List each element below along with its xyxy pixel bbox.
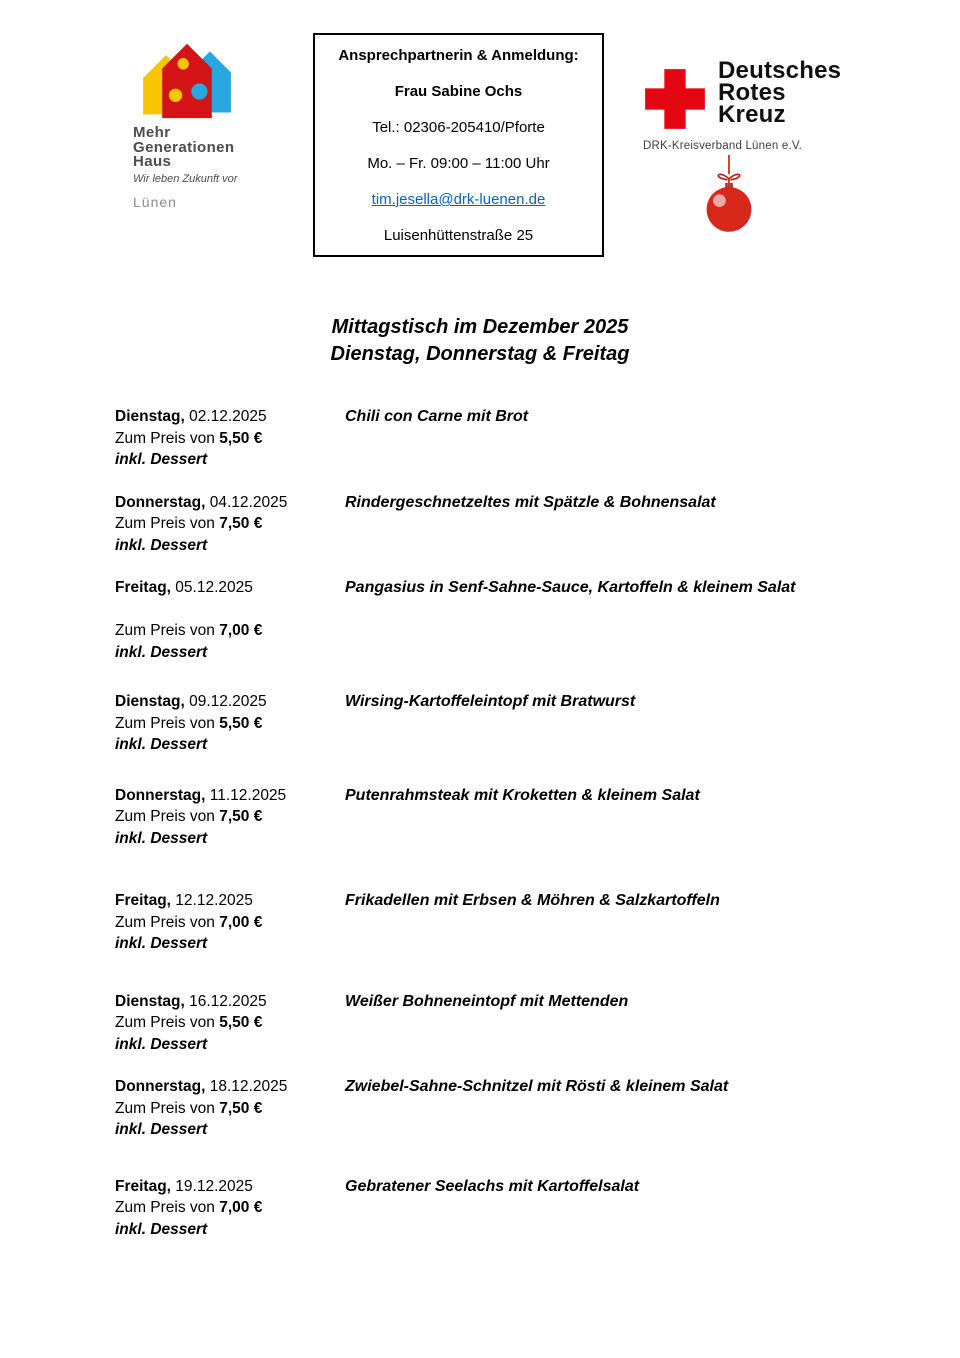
menu-entry-dish: Weißer Bohneneintopf mit Mettenden [345, 992, 629, 1010]
contact-address: Luisenhüttenstraße 25 [383, 227, 534, 244]
menu-entry-date: Donnerstag, 11.12.2025 [115, 786, 287, 804]
menu-entry [115, 691, 837, 756]
menu-entry-date: Donnerstag, 18.12.2025 [115, 1078, 288, 1095]
page-title-line2: Dienstag, Donnerstag & Freitag [330, 343, 630, 365]
menu-entry-dish: Rindergeschnetzeltes mit Spätzle & Bohnensalat [345, 493, 716, 511]
menu-entry-dish: Chili con Carne mit Brot [345, 408, 529, 425]
menu-entry-left [115, 991, 345, 1056]
menu-entry-dessert-note: inkl. Dessert [115, 935, 208, 952]
menu-entry-price: Zum Preis von 5,50 € [115, 1014, 263, 1031]
menu-entry-date: Dienstag, 02.12.2025 [115, 408, 267, 425]
menu-entry-dish: Gebratener Seelachs mit Kartoffelsalat [345, 1177, 640, 1195]
contact-name: Frau Sabine Ochs [394, 83, 523, 100]
menu-entry-price: Zum Preis von 7,50 € [115, 808, 263, 825]
menu-entry-dessert-note: inkl. Dessert [115, 1220, 208, 1238]
menu-entry-dessert-note: inkl. Dessert [115, 1035, 208, 1053]
contact-title: Ansprechpartnerin & Anmeldung: [338, 47, 579, 64]
menu-entry-date: Donnerstag, 04.12.2025 [115, 493, 288, 511]
menu-list [115, 406, 837, 1261]
puzzle-house-icon [139, 38, 235, 122]
mgh-city: Lünen [133, 193, 177, 210]
menu-entry-dessert-note: inkl. Dessert [115, 643, 208, 661]
menu-entry-dish: Frikadellen mit Erbsen & Möhren & Salzkartoffeln [345, 892, 720, 909]
menu-entry-date: Freitag, 05.12.2025 [115, 579, 253, 596]
contact-phone: Tel.: 02306-205410/Pforte [372, 119, 545, 136]
menu-entry-price: Zum Preis von 5,50 € [115, 714, 263, 732]
mgh-logo [133, 38, 283, 210]
mgh-name-line2: Generationen [133, 138, 235, 156]
menu-entry-dessert-note: inkl. Dessert [115, 1121, 208, 1138]
menu-entry-date: Freitag, 12.12.2025 [115, 892, 253, 909]
menu-entry-dessert-note: inkl. Dessert [115, 451, 208, 468]
menu-entry-left [115, 577, 345, 663]
page-title-line1: Mittagstisch im Dezember 2025 [331, 316, 629, 338]
menu-entry [115, 577, 837, 663]
contact-box [313, 33, 604, 257]
menu-entry-dish: Zwiebel-Sahne-Schnitzel mit Rösti & kleinem Salat [345, 1078, 729, 1095]
drk-subtitle: DRK-Kreisverband Lünen e.V. [643, 140, 803, 152]
menu-entry-price: Zum Preis von 5,50 € [115, 429, 263, 447]
menu-entry-price: Zum Preis von 7,50 € [115, 1099, 263, 1117]
menu-entry-left [115, 1176, 345, 1241]
drk-logo [643, 57, 883, 236]
menu-entry-price: Zum Preis von 7,00 € [115, 1199, 263, 1216]
menu-entry [115, 890, 837, 955]
menu-entry [115, 1076, 837, 1141]
menu-entry-left [115, 1076, 345, 1141]
menu-entry-left [115, 406, 345, 471]
mgh-name-line1: Mehr [133, 124, 171, 141]
menu-entry [115, 991, 837, 1056]
menu-entry-price: Zum Preis von 7,00 € [115, 622, 263, 639]
mgh-tagline: Wir leben Zukunft vor [133, 172, 238, 185]
menu-entry-dish: Pangasius in Senf-Sahne-Sauce, Kartoffeln & kleinem Salat [345, 579, 796, 596]
red-cross-icon [643, 67, 707, 131]
menu-entry-left [115, 785, 345, 850]
menu-entry-left [115, 890, 345, 955]
christmas-ornament-icon [705, 154, 753, 236]
menu-entry-dessert-note: inkl. Dessert [115, 736, 208, 753]
menu-entry-left [115, 492, 345, 557]
mgh-name-line3: Haus [133, 153, 172, 170]
menu-entry-dessert-note: inkl. Dessert [115, 536, 208, 554]
menu-entry-left [115, 691, 345, 756]
drk-name-line3: Kreuz [718, 101, 786, 128]
menu-entry-price: Zum Preis von 7,00 € [115, 913, 263, 931]
menu-entry-dessert-note: inkl. Dessert [115, 829, 208, 847]
menu-entry [115, 1176, 837, 1241]
menu-entry-dish: Wirsing-Kartoffeleintopf mit Bratwurst [345, 693, 636, 710]
menu-entry [115, 785, 837, 850]
drk-name-line2: Rotes [718, 79, 786, 106]
menu-entry-date: Dienstag, 09.12.2025 [115, 693, 267, 710]
drk-name-line1: Deutsches [718, 57, 842, 84]
menu-entry [115, 406, 837, 471]
menu-entry-dish: Putenrahmsteak mit Kroketten & kleinem Salat [345, 786, 700, 804]
menu-entry-price: Zum Preis von 7,50 € [115, 515, 263, 532]
page-title [0, 314, 960, 368]
menu-entry-date: Freitag, 19.12.2025 [115, 1177, 253, 1195]
contact-hours: Mo. – Fr. 09:00 – 11:00 Uhr [367, 155, 550, 172]
menu-entry-date: Dienstag, 16.12.2025 [115, 992, 267, 1010]
email-link[interactable]: tim.jesella@drk-luenen.de [371, 191, 546, 208]
menu-entry [115, 492, 837, 557]
